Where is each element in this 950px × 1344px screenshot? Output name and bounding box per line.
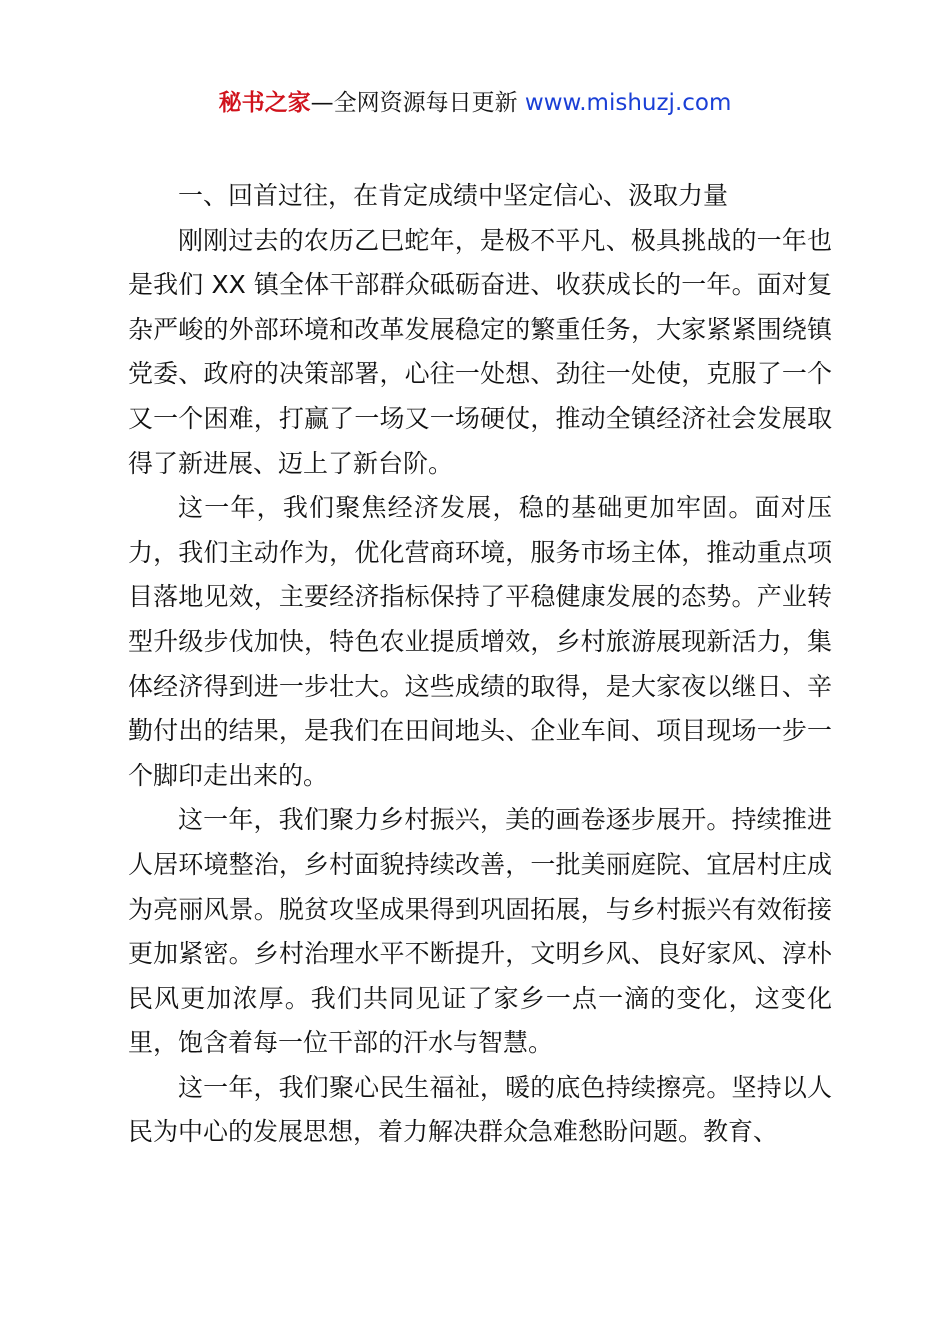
document-body (128, 174, 832, 1155)
paragraph: 这一年，我们聚力乡村振兴，美的画卷逐步展开。持续推进人居环境整治，乡村面貌持续改善，一批美丽庭院、宜居村庄成为亮丽风景。脱贫攻坚成果得到巩固拓展，与乡村振兴有效衔接更加紧密。乡村治理水平不断提升，文明乡风、良好家风、淳朴民风更加浓厚。我们共同见证了家乡一点一滴的变化，这变化里，饱含着每一位干部的汗水与智慧。 (128, 805, 832, 1058)
brand-name: 秘书之家 (218, 90, 311, 116)
section-heading: 一、回首过往，在肯定成绩中坚定信心、汲取力量 (178, 181, 729, 210)
site-url-link[interactable]: www.mishuzj.com (524, 90, 732, 116)
paragraph: 刚刚过去的农历乙巳蛇年，是极不平凡、极具挑战的一年也是我们 XX 镇全体干部群众砥砺奋进、收获成长的一年。面对复杂严峻的外部环境和改革发展稳定的繁重任务，大家紧紧围绕镇党委、政府的决策部署，心往一处想、劲往一处使，克服了一个又一个困难，打赢了一场又一场硬仗，推动全镇经济社会发展取得了新进展、迈上了新台阶。 (128, 225, 832, 478)
paragraph: 这一年，我们聚心民生福祉，暖的底色持续擦亮。坚持以人民为中心的发展思想，着力解决群众急难愁盼问题。教育、 (128, 1072, 832, 1147)
page-header (0, 86, 950, 120)
paragraph: 这一年，我们聚焦经济发展，稳的基础更加牢固。面对压力，我们主动作为，优化营商环境，服务市场主体，推动重点项目落地见效，主要经济指标保持了平稳健康发展的态势。产业转型升级步伐加快，特色农业提质增效，乡村旅游展现新活力，集体经济得到进一步壮大。这些成绩的取得，是大家夜以继日、辛勤付出的结果，是我们在田间地头、企业车间、项目现场一步一个脚印走出来的。 (128, 493, 832, 790)
header-tagline: —全网资源每日更新 (310, 90, 525, 116)
